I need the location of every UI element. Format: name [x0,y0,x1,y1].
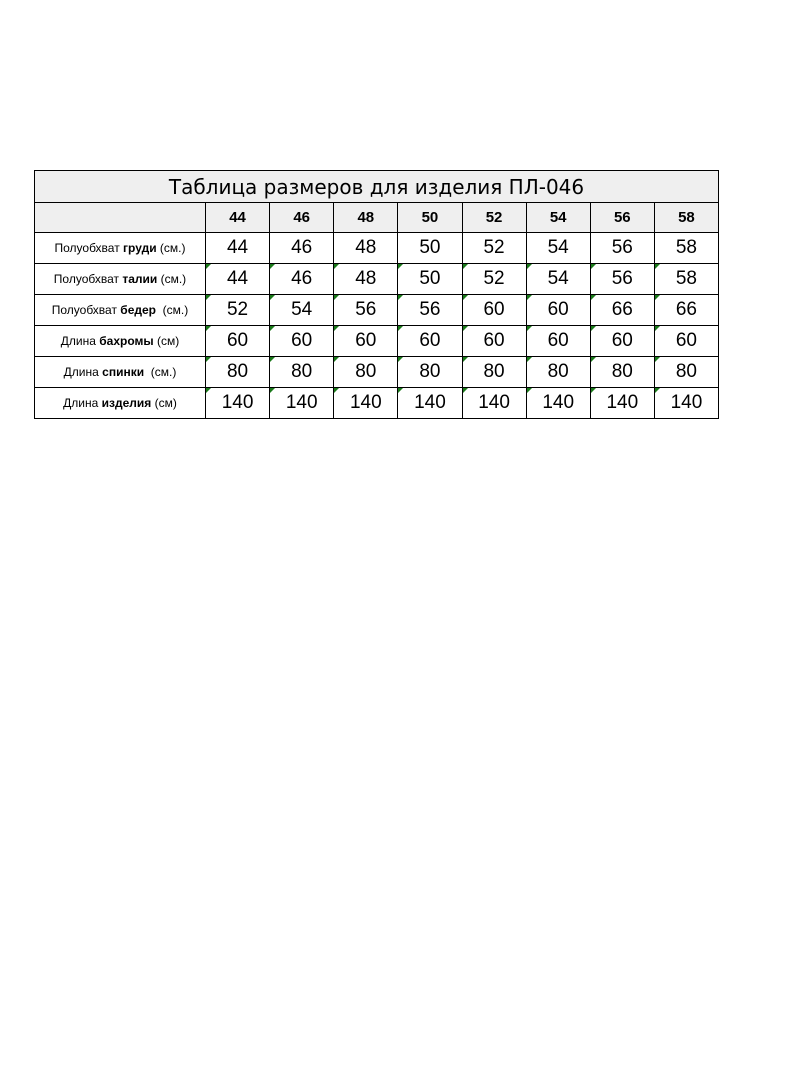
measurement-value-cell: 52 [462,264,526,295]
measurement-row [35,295,719,326]
measurement-row [35,233,719,264]
measurement-value-cell: 60 [654,326,718,357]
measurement-value-cell: 58 [654,264,718,295]
measurement-label-prefix: Полуобхват [54,241,124,255]
header-corner-cell [35,203,206,233]
measurement-value-cell: 140 [398,388,462,419]
measurement-value-cell: 52 [206,295,270,326]
measurement-label-prefix: Полуобхват [51,303,121,317]
measurement-label-prefix: Длина [63,396,102,410]
measurement-value-cell: 56 [334,295,398,326]
size-header-cell: 44 [206,203,270,233]
measurement-value-cell: 60 [462,326,526,357]
measurement-value-cell: 46 [270,233,334,264]
size-header-cell: 50 [398,203,462,233]
measurement-value-cell: 60 [398,326,462,357]
measurement-value-cell: 66 [590,295,654,326]
measurement-label-key: талии [122,272,158,286]
measurement-label [35,233,206,264]
measurement-value-cell: 48 [334,233,398,264]
measurement-value-cell: 60 [270,326,334,357]
measurement-value-cell: 66 [654,295,718,326]
measurement-value-cell: 60 [526,295,590,326]
measurement-label-key: бахромы [99,334,154,348]
measurement-label [35,264,206,295]
measurement-value-cell: 58 [654,233,718,264]
measurement-label-key: спинки [102,365,145,379]
measurement-value-cell: 60 [590,326,654,357]
measurement-value-cell: 140 [206,388,270,419]
measurement-value-cell: 52 [462,233,526,264]
measurement-value-cell: 140 [526,388,590,419]
measurement-label-prefix: Длина [63,365,103,379]
measurement-label-unit: (см.) [144,365,177,379]
measurement-label-key: изделия [101,396,152,410]
measurement-value-cell: 60 [334,326,398,357]
measurement-value-cell: 80 [590,357,654,388]
measurement-row [35,357,719,388]
measurement-value-cell: 50 [398,233,462,264]
measurement-label-prefix: Длина [60,334,100,348]
measurement-row [35,326,719,357]
measurement-value-cell: 80 [654,357,718,388]
measurement-value-cell: 56 [590,233,654,264]
measurement-label-unit: (см) [153,334,180,348]
measurement-value-cell: 80 [526,357,590,388]
measurement-label [35,326,206,357]
measurement-value-cell: 54 [526,233,590,264]
measurement-label [35,295,206,326]
size-table [34,170,719,419]
measurement-label-unit: (см.) [156,303,189,317]
measurement-value-cell: 140 [654,388,718,419]
measurement-value-cell: 44 [206,233,270,264]
measurement-value-cell: 60 [206,326,270,357]
size-header-cell: 54 [526,203,590,233]
measurement-row [35,388,719,419]
measurement-value-cell: 56 [398,295,462,326]
measurement-label-prefix: Полуобхват [53,272,123,286]
measurement-value-cell: 48 [334,264,398,295]
measurement-value-cell: 80 [462,357,526,388]
measurement-value-cell: 44 [206,264,270,295]
measurement-label-unit: (см.) [157,272,187,286]
measurement-value-cell: 80 [398,357,462,388]
measurement-value-cell: 140 [590,388,654,419]
table-title: Таблица размеров для изделия ПЛ-046 [35,171,719,203]
measurement-value-cell: 140 [334,388,398,419]
measurement-value-cell: 60 [462,295,526,326]
size-header-row [35,203,719,233]
measurement-value-cell: 56 [590,264,654,295]
size-header-cell: 56 [590,203,654,233]
measurement-label-unit: (см) [151,396,177,410]
measurement-value-cell: 50 [398,264,462,295]
measurement-value-cell: 60 [526,326,590,357]
measurement-label-key: бедер [120,303,156,317]
size-header-cell: 52 [462,203,526,233]
measurement-value-cell: 80 [206,357,270,388]
measurement-value-cell: 140 [270,388,334,419]
measurement-label [35,357,206,388]
size-header-cell: 46 [270,203,334,233]
measurement-value-cell: 54 [526,264,590,295]
measurement-row [35,264,719,295]
measurement-label-unit: (см.) [156,241,186,255]
measurement-value-cell: 54 [270,295,334,326]
measurement-label-key: груди [123,241,157,255]
measurement-value-cell: 80 [334,357,398,388]
measurement-value-cell: 80 [270,357,334,388]
measurement-label [35,388,206,419]
size-header-cell: 58 [654,203,718,233]
size-header-cell: 48 [334,203,398,233]
measurement-value-cell: 140 [462,388,526,419]
measurement-value-cell: 46 [270,264,334,295]
